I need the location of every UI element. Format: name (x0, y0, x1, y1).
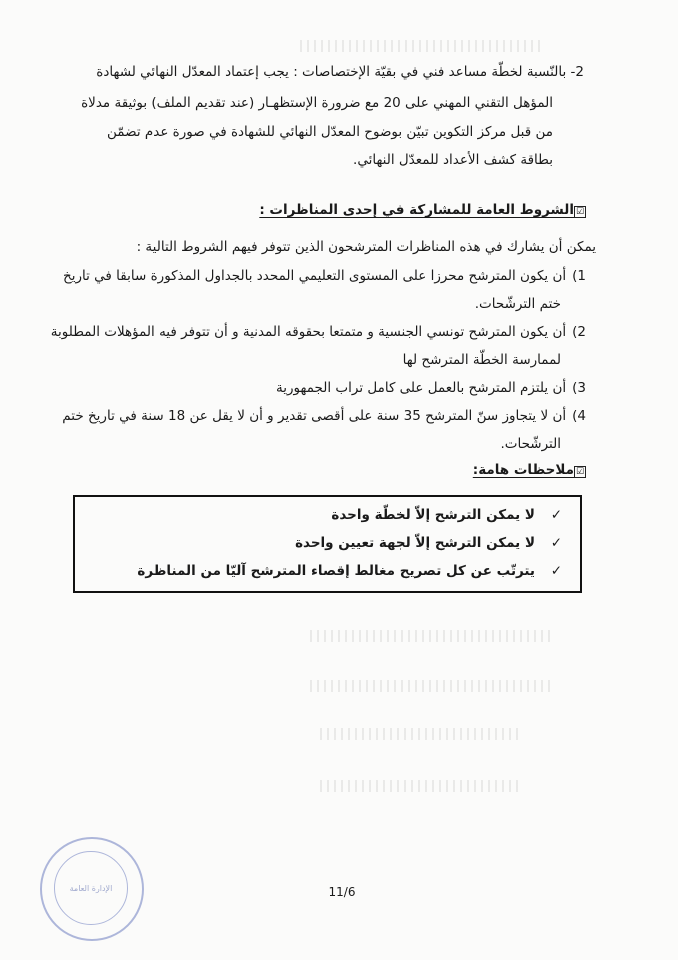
item-text: أن يكون المترشح تونسي الجنسية و متمتعا بحقوقه المدنية و أن تتوفر فيه المؤهلات المطلوبة (50, 324, 567, 340)
list-item (276, 378, 586, 398)
checkbox-icon: ☑ (575, 207, 585, 217)
stamp-text: الإدارة العامة (69, 884, 113, 893)
page-number: 11/6 (328, 885, 356, 899)
bleed-through-mark (320, 780, 520, 792)
paragraph-line: من قبل مركز التكوين تبيّن بوضوح المعدّل النهائي للشهادة في صورة عدم تضمّن (107, 124, 553, 140)
check-icon: ✓ (550, 563, 562, 579)
check-icon: ✓ (550, 507, 562, 523)
item-number: 4) (572, 408, 586, 424)
stamp-inner-ring (54, 851, 128, 925)
item-continuation: ختم الترشّحات. (474, 296, 561, 312)
check-icon: ✓ (550, 535, 562, 551)
note-item (137, 563, 562, 579)
paragraph-line: 2- بالنّسبة لخطّة مساعد فني في بقيّة الإختصاصات : يجب إعتماد المعدّل النهائي لشهادة (96, 64, 584, 80)
note-item (331, 507, 562, 523)
item-continuation: لممارسة الخطّة المترشح لها (402, 352, 561, 368)
section-heading-notes: ملاحظات هامة: (472, 462, 574, 478)
paragraph-line: بطاقة كشف الأعداد للمعدّل النهائي. (353, 152, 553, 168)
item-number: 3) (572, 380, 586, 396)
item-continuation: الترشّحات. (500, 436, 561, 452)
paragraph-line: المؤهل التقني المهني على 20 مع ضرورة الإستظهـار (عند تقديم الملف) بوثيقة مدلاة (81, 95, 553, 111)
section-heading-general: الشروط العامة للمشاركة في إحدى المناظرات : (259, 202, 574, 218)
list-item (63, 266, 586, 286)
bleed-through-mark (310, 680, 550, 692)
list-item (51, 322, 586, 342)
notes-box (73, 495, 582, 593)
bleed-through-mark (300, 40, 540, 52)
note-text: لا يمكن الترشح إلاّ لجهة تعيين واحدة (295, 535, 535, 551)
bleed-through-mark (310, 630, 550, 642)
bleed-through-mark (320, 728, 520, 740)
official-stamp (40, 837, 144, 941)
note-text: يترتّب عن كل تصريح مغالط إقصاء المترشح آليّا من المناظرة (137, 563, 535, 579)
checkbox-icon: ☑ (575, 467, 585, 477)
note-text: لا يمكن الترشح إلاّ لخطّة واحدة (331, 507, 535, 523)
note-item (295, 535, 562, 551)
item-number: 2) (572, 324, 586, 340)
list-item (62, 406, 586, 426)
item-text: أن يكون المترشح محرزا على المستوى التعليمي المحدد بالجداول المذكورة سابقا في تاريخ (63, 268, 567, 284)
item-text: أن يلتزم المترشح بالعمل على كامل تراب الجمهورية (276, 380, 567, 396)
item-text: أن لا يتجاوز سنّ المترشح 35 سنة على أقصى تقدير و أن لا يقل عن 18 سنة في تاريخ ختم (62, 408, 567, 424)
item-number: 1) (572, 268, 586, 284)
intro-text: يمكن أن يشارك في هذه المناظرات المترشحون الذين تتوفر فيهم الشروط التالية : (136, 239, 596, 255)
